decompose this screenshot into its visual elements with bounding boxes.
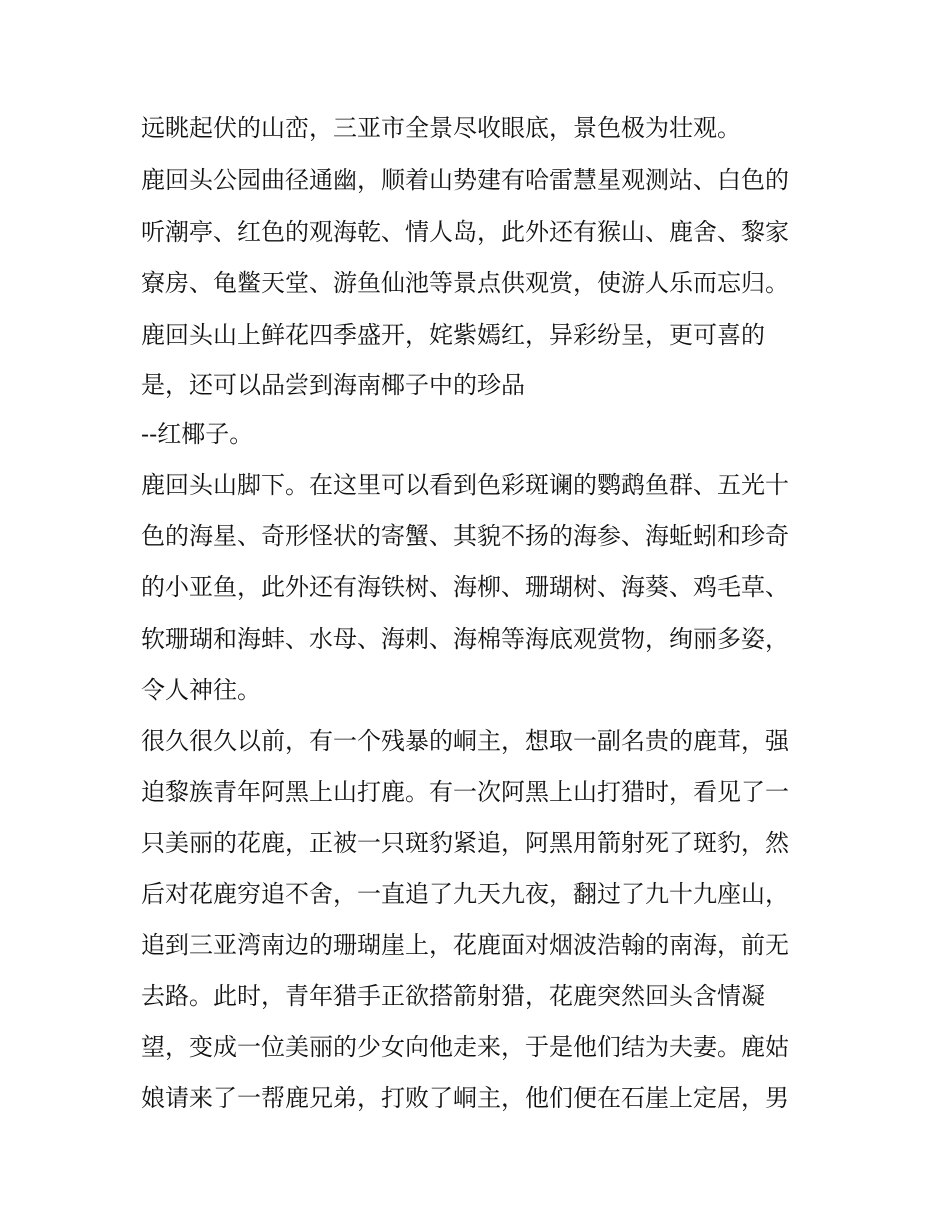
text-line: 鹿回头山上鲜花四季盛开，姹紫嫣红，异彩纷呈，更可喜的 xyxy=(141,321,765,349)
text-line: 望，变成一位美丽的少女向他走来，于是他们结为夫妻。鹿姑 xyxy=(141,1033,789,1061)
text-line: 的小亚鱼，此外还有海铁树、海柳、珊瑚树、海葵、鸡毛草、 xyxy=(141,573,789,601)
text-line: 迫黎族青年阿黑上山打鹿。有一次阿黑上山打猎时，看见了一 xyxy=(141,778,789,806)
text-line: 鹿回头山脚下。在这里可以看到色彩斑谰的鹦鹉鱼群、五光十 xyxy=(141,471,789,499)
text-line: 色的海星、奇形怪状的寄蟹、其貌不扬的海参、海蚯蚓和珍奇 xyxy=(141,522,789,550)
text-line: 令人神往。 xyxy=(141,676,261,704)
text-line: 后对花鹿穷追不舍，一直追了九天九夜，翻过了九十九座山， xyxy=(141,880,789,908)
text-line: 听潮亭、红色的观海乾、情人岛，此外还有猴山、鹿舍、黎家 xyxy=(141,218,789,246)
text-line: 只美丽的花鹿，正被一只斑豹紧追，阿黑用箭射死了斑豹，然 xyxy=(141,829,789,857)
text-line: 去路。此时，青年猎手正欲搭箭射猎，花鹿突然回头含情凝 xyxy=(141,982,765,1010)
text-line: 远眺起伏的山峦，三亚市全景尽收眼底，景色极为壮观。 xyxy=(141,114,741,142)
text-line: 鹿回头公园曲径通幽，顺着山势建有哈雷慧星观测站、白色的 xyxy=(141,166,789,194)
text-line: 娘请来了一帮鹿兄弟，打败了峒主，他们便在石崖上定居，男 xyxy=(141,1084,789,1112)
text-line: --红椰子。 xyxy=(141,420,254,448)
text-line: 软珊瑚和海蚌、水母、海刺、海棉等海底观赏物，绚丽多姿， xyxy=(141,625,789,653)
text-line: 很久很久以前，有一个残暴的峒主，想取一副名贵的鹿茸，强 xyxy=(141,727,789,755)
text-line: 寮房、龟鳖天堂、游鱼仙池等景点供观赏，使游人乐而忘归。 xyxy=(141,269,789,297)
text-line: 是，还可以品尝到海南椰子中的珍品 xyxy=(141,371,525,399)
text-line: 追到三亚湾南边的珊瑚崖上，花鹿面对烟波浩翰的南海，前无 xyxy=(141,931,789,959)
